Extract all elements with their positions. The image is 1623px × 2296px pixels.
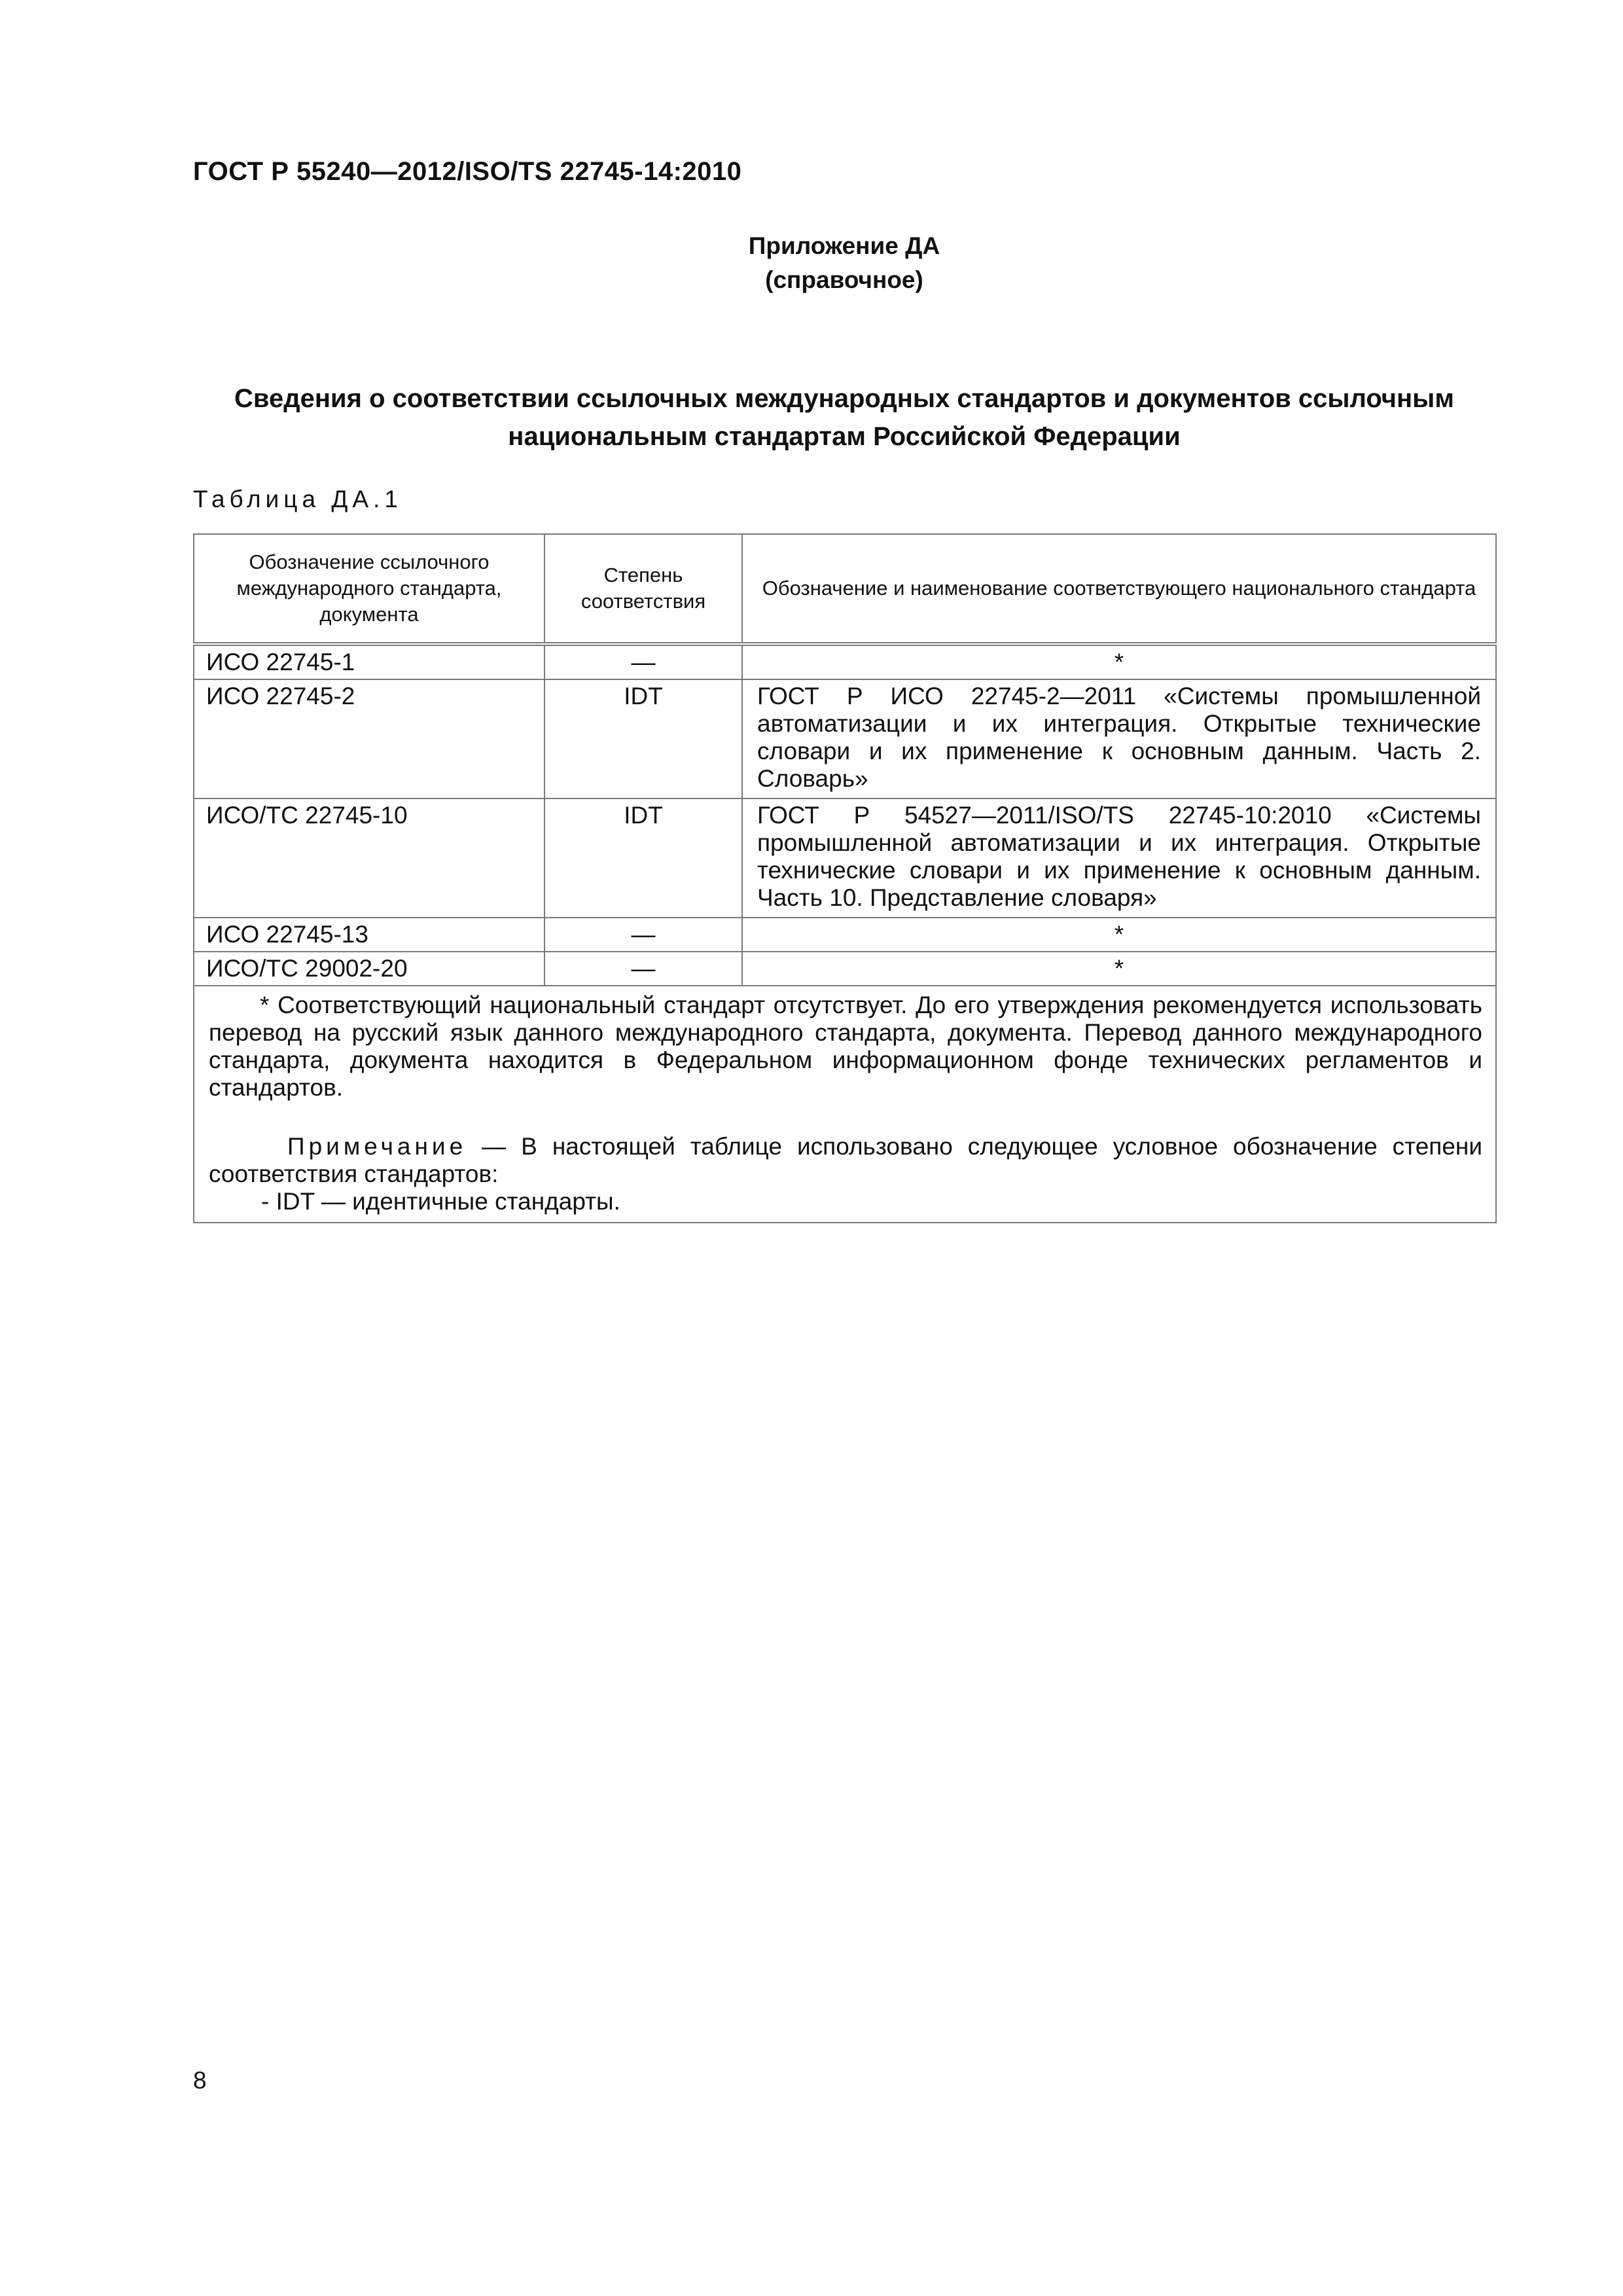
cell-degree: —	[544, 644, 742, 679]
table-footnote-cell	[194, 986, 1496, 1223]
page-number: 8	[193, 2067, 207, 2094]
annex-title: Приложение ДА	[748, 232, 940, 259]
table-row	[194, 679, 1496, 798]
annex-block	[0, 229, 1623, 297]
note-list-item: - IDT — идентичные стандарты.	[261, 1188, 620, 1215]
note-text: — В настоящей таблице использовано следующее условное обозначение степени соответствия стандартов:	[209, 1133, 1482, 1187]
note-paragraph	[209, 1133, 1482, 1188]
cell-degree: IDT	[544, 798, 742, 918]
table-row	[194, 644, 1496, 679]
note-label: Примечание	[287, 1133, 467, 1160]
document-code: ГОСТ Р 55240—2012/ISO/TS 22745-14:2010	[193, 157, 742, 186]
section-heading-line2: национальным стандартам Российской Федерации	[508, 422, 1181, 451]
cell-national: *	[742, 952, 1496, 986]
cell-reference: ИСО 22745-13	[194, 918, 544, 952]
cell-national: ГОСТ Р ИСО 22745-2—2011 «Системы промышленной автоматизации и их интеграция. Открытые технические словари и их применение к основным данным. Часть 2. Словарь»	[742, 679, 1496, 798]
cell-reference: ИСО/ТС 29002-20	[194, 952, 544, 986]
section-heading	[193, 380, 1495, 456]
cell-degree: —	[544, 952, 742, 986]
table-row	[194, 918, 1496, 952]
header-national-standard: Обозначение и наименование соответствующего национального стандарта	[742, 534, 1496, 644]
cell-national: ГОСТ Р 54527—2011/ISO/TS 22745-10:2010 «Системы промышленной автоматизации и их интеграция. Открытые технические словари и их применение к основным данным. Часть 10. Представление словаря»	[742, 798, 1496, 918]
cell-reference: ИСО 22745-1	[194, 644, 544, 679]
cell-degree: —	[544, 918, 742, 952]
table-row	[194, 798, 1496, 918]
cell-reference: ИСО/ТС 22745-10	[194, 798, 544, 918]
cell-reference: ИСО 22745-2	[194, 679, 544, 798]
table-caption: Таблица ДА.1	[193, 486, 402, 512]
annex-subtitle: (справочное)	[765, 266, 923, 293]
header-degree: Степень соответствия	[544, 534, 742, 644]
table-footer-row	[194, 986, 1496, 1223]
correspondence-table	[193, 533, 1497, 1223]
cell-national: *	[742, 918, 1496, 952]
header-reference-standard: Обозначение ссылочного международного стандарта, документа	[194, 534, 544, 644]
footnote-text: * Соответствующий национальный стандарт отсутствует. До его утверждения рекомендуется использовать перевод на русский язык данного международного стандарта, документа. Перевод данного международного стандарта, документа находится в Федеральном информационном фонде технических регламентов и стандартов.	[209, 992, 1482, 1101]
cell-national: *	[742, 644, 1496, 679]
section-heading-line1: Сведения о соответствии ссылочных международных стандартов и документов ссылочным	[234, 384, 1454, 413]
table-header-row	[194, 534, 1496, 644]
table-row	[194, 952, 1496, 986]
cell-degree: IDT	[544, 679, 742, 798]
